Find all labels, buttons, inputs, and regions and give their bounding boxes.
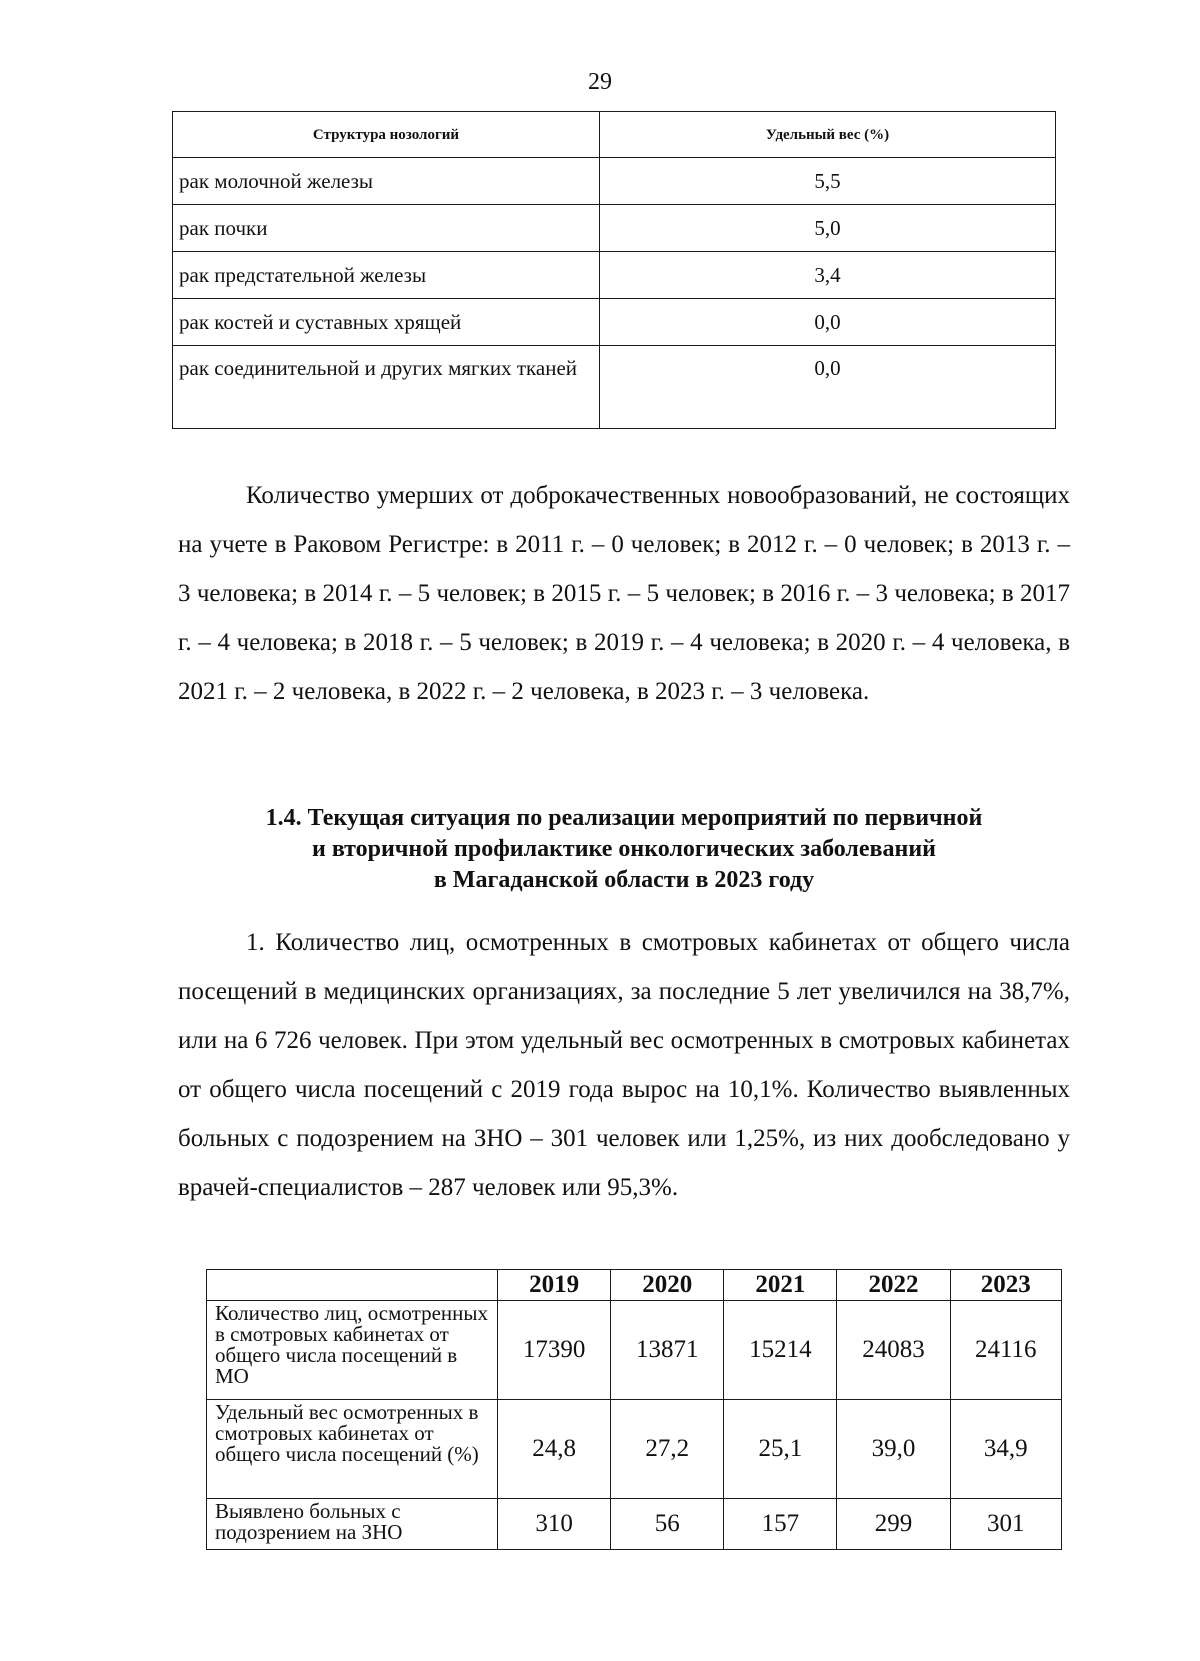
nosology-share: 5,0 <box>600 205 1056 252</box>
column-header-nosology: Структура нозологий <box>173 112 600 158</box>
table-cell: 157 <box>724 1499 837 1550</box>
table-row <box>207 1301 1062 1400</box>
table-cell: 56 <box>611 1499 724 1550</box>
corner-header <box>207 1270 498 1301</box>
deaths-paragraph <box>178 471 1070 716</box>
year-header: 2019 <box>498 1270 611 1301</box>
nosology-share: 0,0 <box>600 299 1056 346</box>
table-cell: 301 <box>950 1499 1062 1550</box>
table-row <box>173 299 1056 346</box>
table-cell: 27,2 <box>611 1400 724 1499</box>
table-header-row <box>207 1270 1062 1301</box>
table-cell: 24116 <box>950 1301 1062 1400</box>
screening-statistics-table <box>206 1269 1062 1550</box>
section-heading-line: 1.4. Текущая ситуация по реализации мероприятий по первичной <box>265 805 983 831</box>
year-header: 2022 <box>837 1270 950 1301</box>
table-cell: 13871 <box>611 1301 724 1400</box>
section-heading-line: в Магаданской области в 2023 году <box>433 867 815 893</box>
table-cell: 15214 <box>724 1301 837 1400</box>
table-cell: 17390 <box>498 1301 611 1400</box>
deaths-paragraph-text: Количество умерших от доброкачественных новообразований, не состоящих на учете в Раковом Регистре: в 2011 г. – 0 человек; в 2012 г. – 0 человек; в 2013 г. – 3 человека; в 2014 г. – 5 человек; в 2015 г. – 5 человек; в 2016 г. – 3 человека; в 2017 г. – 4 человека; в 2018 г. – 5 человек; в 2019 г. – 4 человека; в 2020 г. – 4 человека, в 2021 г. – 2 человека, в 2022 г. – 2 человека, в 2023 г. – 3 человека. <box>178 482 1070 705</box>
nosology-name: рак молочной железы <box>173 158 600 205</box>
year-header: 2021 <box>724 1270 837 1301</box>
page-number: 29 <box>588 69 612 95</box>
table-cell: 310 <box>498 1499 611 1550</box>
table-row <box>207 1499 1062 1550</box>
nosology-share: 3,4 <box>600 252 1056 299</box>
table-cell: 299 <box>837 1499 950 1550</box>
row-label: Количество лиц, осмотренных в смотровых кабинетах от общего числа посещений в МО <box>207 1301 498 1400</box>
table-cell: 24,8 <box>498 1400 611 1499</box>
table-row <box>173 252 1056 299</box>
nosology-name: рак почки <box>173 205 600 252</box>
table-row <box>173 158 1056 205</box>
nosology-share: 0,0 <box>600 346 1056 429</box>
nosology-name: рак костей и суставных хрящей <box>173 299 600 346</box>
year-header: 2023 <box>950 1270 1062 1301</box>
section-heading-line: и вторичной профилактике онкологических заболеваний <box>311 836 936 862</box>
nosology-structure-table <box>172 111 1056 429</box>
table-cell: 25,1 <box>724 1400 837 1499</box>
screening-paragraph-text: 1. Количество лиц, осмотренных в смотровых кабинетах от общего числа посещений в медицинских организациях, за последние 5 лет увеличился на 38,7%, или на 6 726 человек. При этом удельный вес осмотренных в смотровых кабинетах от общего числа посещений с 2019 года вырос на 10,1%. Количество выявленных больных с подозрением на ЗНО – 301 человек или 1,25%, из них дообследовано у врачей-специалистов – 287 человек или 95,3%. <box>178 929 1070 1201</box>
nosology-name: рак соединительной и других мягких тканей <box>173 346 600 429</box>
table-row <box>173 346 1056 429</box>
section-heading <box>178 803 1070 896</box>
table-cell: 39,0 <box>837 1400 950 1499</box>
screening-paragraph <box>178 918 1070 1212</box>
nosology-share: 5,5 <box>600 158 1056 205</box>
table-cell: 34,9 <box>950 1400 1062 1499</box>
column-header-share: Удельный вес (%) <box>600 112 1056 158</box>
nosology-name: рак предстательной железы <box>173 252 600 299</box>
row-label: Выявлено больных с подозрением на ЗНО <box>207 1499 498 1550</box>
table-row <box>173 205 1056 252</box>
year-header: 2020 <box>611 1270 724 1301</box>
table-cell: 24083 <box>837 1301 950 1400</box>
table-row <box>207 1400 1062 1499</box>
row-label: Удельный вес осмотренных в смотровых кабинетах от общего числа посещений (%) <box>207 1400 498 1499</box>
table-header-row <box>173 112 1056 158</box>
